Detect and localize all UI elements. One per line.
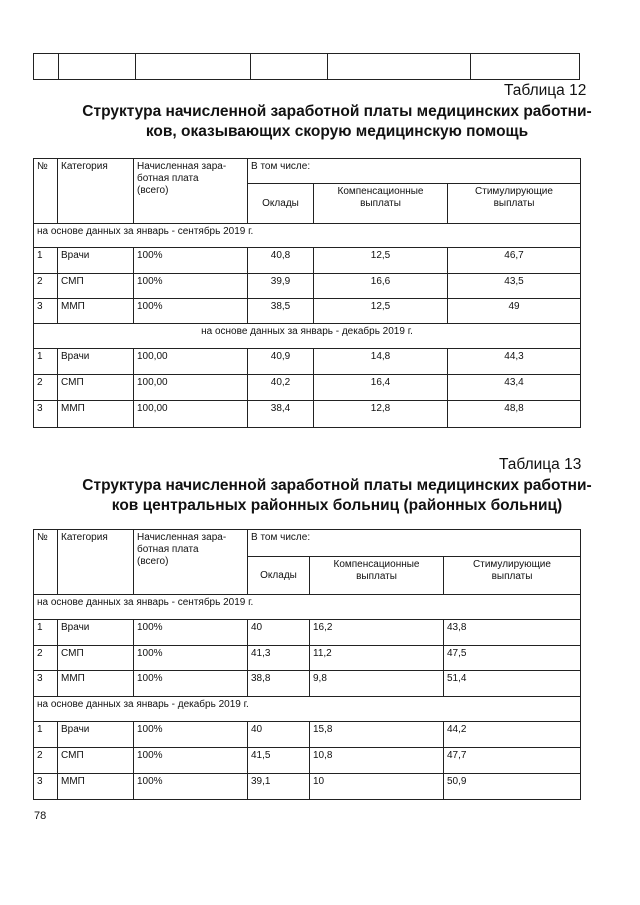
table-12-title-line2: ков, оказывающих скорую медицинскую помощь	[145, 123, 529, 140]
cell-category: СМП	[58, 274, 134, 299]
header-accrued-line2: ботная плата	[137, 173, 199, 184]
cell-salaries: 40	[248, 722, 310, 748]
table-row	[34, 248, 581, 274]
cell-compensation: 14,8	[314, 349, 448, 375]
cell-stimulating: 43,8	[444, 620, 581, 646]
section-label: на основе данных за январь - сентябрь 2019 г.	[34, 224, 581, 248]
header-stimulating	[448, 184, 581, 224]
header-compensation	[314, 184, 448, 224]
header-stimulating-line1: Стимулирующие	[473, 559, 551, 570]
header-compensation-line2: выплаты	[356, 571, 397, 582]
cell-total: 100,00	[134, 349, 248, 375]
cell-compensation: 16,4	[314, 375, 448, 401]
cell-category: ММП	[58, 401, 134, 428]
cell-compensation: 12,8	[314, 401, 448, 428]
table-row	[34, 299, 581, 324]
header-num: №	[34, 159, 58, 224]
table-row	[34, 401, 581, 428]
header-accrued	[134, 530, 248, 595]
header-accrued-line3: (всего)	[137, 185, 169, 196]
header-compensation-line1: Компенсационные	[337, 186, 424, 197]
header-compensation-line2: выплаты	[360, 198, 401, 209]
header-compensation	[310, 557, 444, 595]
header-compensation-line1: Компенсационные	[333, 559, 420, 570]
header-accrued-line1: Начисленная зара-	[137, 161, 227, 172]
cell-salaries: 39,1	[248, 774, 310, 800]
cell-salaries: 39,9	[248, 274, 314, 299]
cell-salaries: 38,4	[248, 401, 314, 428]
cell-salaries: 38,8	[248, 671, 310, 697]
cell-compensation: 10	[310, 774, 444, 800]
cell-salaries: 40,9	[248, 349, 314, 375]
cell-total: 100%	[134, 722, 248, 748]
cell-salaries: 38,5	[248, 299, 314, 324]
header-accrued-line1: Начисленная зара-	[137, 532, 227, 543]
table-12-title	[52, 102, 622, 142]
table-13-number: Таблица 13	[499, 456, 582, 473]
cell-stimulating: 48,8	[448, 401, 581, 428]
cell-total: 100,00	[134, 375, 248, 401]
header-stimulating	[444, 557, 581, 595]
cell-stimulating: 50,9	[444, 774, 581, 800]
cell-stimulating: 46,7	[448, 248, 581, 274]
table-12-number: Таблица 12	[504, 82, 587, 99]
section-label: на основе данных за январь - декабрь 2019 г.	[34, 324, 581, 349]
header-accrued-line2: ботная плата	[137, 544, 199, 555]
header-accrued	[134, 159, 248, 224]
cell-category: Врачи	[58, 722, 134, 748]
cell-category: Врачи	[58, 349, 134, 375]
section-label: на основе данных за январь - декабрь 2019 г.	[34, 697, 581, 722]
cell-total: 100%	[134, 748, 248, 774]
cell-num: 1	[34, 722, 58, 748]
cell-salaries: 40,8	[248, 248, 314, 274]
cell-compensation: 11,2	[310, 646, 444, 671]
table-12-title-line1: Структура начисленной заработной платы медицинских работни-	[82, 103, 592, 120]
header-stimulating-line2: выплаты	[493, 198, 535, 209]
table-row	[34, 646, 581, 671]
cell-salaries: 40,2	[248, 375, 314, 401]
table-13-title-line1: Структура начисленной заработной платы медицинских работни-	[82, 477, 592, 494]
cell-category: СМП	[58, 646, 134, 671]
cell-num: 3	[34, 671, 58, 697]
header-category: Категория	[58, 159, 134, 224]
table-row	[34, 671, 581, 697]
cell-salaries: 40	[248, 620, 310, 646]
cell-salaries: 41,5	[248, 748, 310, 774]
cell-category: Врачи	[58, 248, 134, 274]
cell-compensation: 10,8	[310, 748, 444, 774]
cell-num: 2	[34, 748, 58, 774]
table-13-title	[52, 476, 622, 516]
cell-num: 3	[34, 774, 58, 800]
cell-num: 2	[34, 646, 58, 671]
cell-compensation: 9,8	[310, 671, 444, 697]
cell-total: 100%	[134, 646, 248, 671]
cell-stimulating: 44,2	[444, 722, 581, 748]
table-row	[34, 722, 581, 748]
cell-salaries: 41,3	[248, 646, 310, 671]
cell-total: 100%	[134, 620, 248, 646]
cell-category: ММП	[58, 299, 134, 324]
header-including: В том числе:	[248, 530, 581, 557]
header-stimulating-line2: выплаты	[491, 571, 533, 582]
cell-stimulating: 51,4	[444, 671, 581, 697]
cell-num: 3	[34, 299, 58, 324]
cell-category: ММП	[58, 671, 134, 697]
table-row	[34, 349, 581, 375]
cell-compensation: 12,5	[314, 248, 448, 274]
table-row	[34, 375, 581, 401]
cell-stimulating: 44,3	[448, 349, 581, 375]
table-13	[33, 529, 581, 800]
header-salaries: Оклады	[248, 184, 314, 224]
table-row	[34, 748, 581, 774]
header-including: В том числе:	[248, 159, 581, 184]
cell-num: 3	[34, 401, 58, 428]
table-row	[34, 620, 581, 646]
header-stimulating-line1: Стимулирующие	[475, 186, 553, 197]
cell-category: Врачи	[58, 620, 134, 646]
cell-num: 1	[34, 248, 58, 274]
table-row	[34, 274, 581, 299]
cell-num: 1	[34, 620, 58, 646]
cell-num: 2	[34, 375, 58, 401]
cell-compensation: 15,8	[310, 722, 444, 748]
cell-category: СМП	[58, 748, 134, 774]
cell-stimulating: 47,5	[444, 646, 581, 671]
section-label: на основе данных за январь - сентябрь 2019 г.	[34, 595, 581, 620]
header-salaries: Оклады	[248, 557, 310, 595]
table-13-title-line2: ков центральных районных больниц (районных больниц)	[111, 497, 563, 514]
cell-stimulating: 49	[448, 299, 581, 324]
table-12	[33, 158, 581, 428]
cell-category: ММП	[58, 774, 134, 800]
cell-num: 2	[34, 274, 58, 299]
cell-compensation: 16,6	[314, 274, 448, 299]
cell-total: 100%	[134, 774, 248, 800]
cell-total: 100%	[134, 248, 248, 274]
cell-stimulating: 43,4	[448, 375, 581, 401]
cell-category: СМП	[58, 375, 134, 401]
cell-compensation: 12,5	[314, 299, 448, 324]
cell-total: 100%	[134, 274, 248, 299]
cell-total: 100,00	[134, 401, 248, 428]
cell-num: 1	[34, 349, 58, 375]
cell-stimulating: 47,7	[444, 748, 581, 774]
previous-table-fragment	[33, 53, 580, 80]
cell-stimulating: 43,5	[448, 274, 581, 299]
cell-total: 100%	[134, 299, 248, 324]
table-row	[34, 774, 581, 800]
header-category: Категория	[58, 530, 134, 595]
header-accrued-line3: (всего)	[137, 556, 169, 567]
header-num: №	[34, 530, 58, 595]
cell-compensation: 16,2	[310, 620, 444, 646]
page-number: 78	[34, 810, 47, 822]
cell-total: 100%	[134, 671, 248, 697]
